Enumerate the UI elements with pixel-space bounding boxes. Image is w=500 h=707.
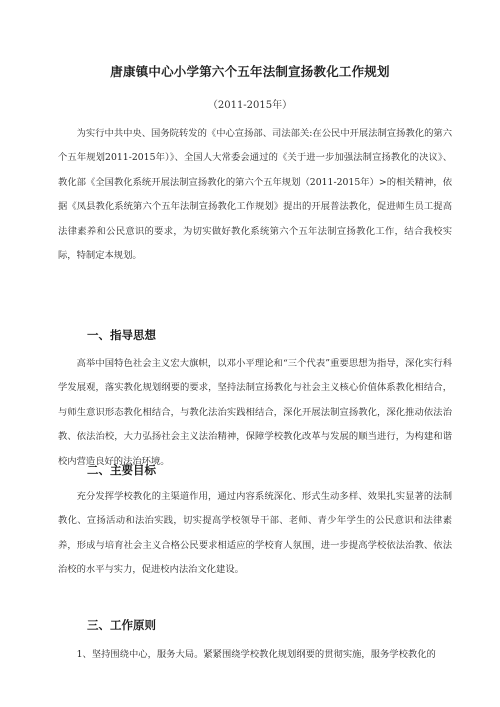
- section-heading-main-goals: 二、主要目标: [87, 463, 156, 477]
- section-heading-work-principles: 三、工作原则: [87, 618, 156, 632]
- section-paragraph-main-goals: 充分发挥学校教化的主渠道作用，通过内容系统深化、形式生动多样、效果扎实显著的法制教化、宣扬活动和法治实践，切实提高学校领导干部、老师、青少年学生的公民意识和法律素养，形成与培育社会主义合格公民要求相适应的学校育人氛围，进一步提高学校依法治教、依法治校的水平与实力，促进校内法治文化建设。: [58, 491, 452, 576]
- document-title: 唐康镇中心小学第六个五年法制宣扬教化工作规划: [110, 64, 390, 79]
- section-paragraph-work-principles: 1、坚持围绕中心，服务大局。紧紧围绕学校教化规划纲要的贯彻实施，服务学校教化的: [76, 649, 436, 660]
- intro-paragraph: 为实行中共中央、国务院转发的《中心宣扬部、司法部关:在公民中开展法制宣扬教化的第六个五年规划2011-2015年）》、全国人大常委会通过的《关于进一步加强法制宣扬教化的决议》、教化部《全国教化系统开展法制宣扬教化的第六个五年规划（2011-2015年）>的相关精神，依据《凤县教化系统第六个五年法制宣扬教化工作规划》提出的开展普法教化，促进师生员工提高法律素养和公民意识的要求，为切实做好教化系统第六个五年法制宣扬教化工作，结合我校实际，特制定本规划。: [58, 128, 452, 262]
- section-heading-guiding-ideology: 一、指导思想: [87, 328, 156, 342]
- section-paragraph-guiding-ideology: 高举中国特色社会主义宏大旗帜，以邓小平理论和“三个代表”重要思想为指导，深化实行科学发展观，落实教化规划纲要的要求，坚持法制宣扬教化与社会主义核心价值体系教化相结合，与师生意识形态教化相结合，与教化法治实践相结合，深化开展法制宣扬教化，深化推动依法治教、依法治校，大力弘扬社会主义法治精神，保障学校教化改革与发展的顺当进行，为构建和谐校内营造良好的法治环境。: [58, 358, 452, 467]
- document-subtitle: （2011-2015年）: [207, 100, 293, 111]
